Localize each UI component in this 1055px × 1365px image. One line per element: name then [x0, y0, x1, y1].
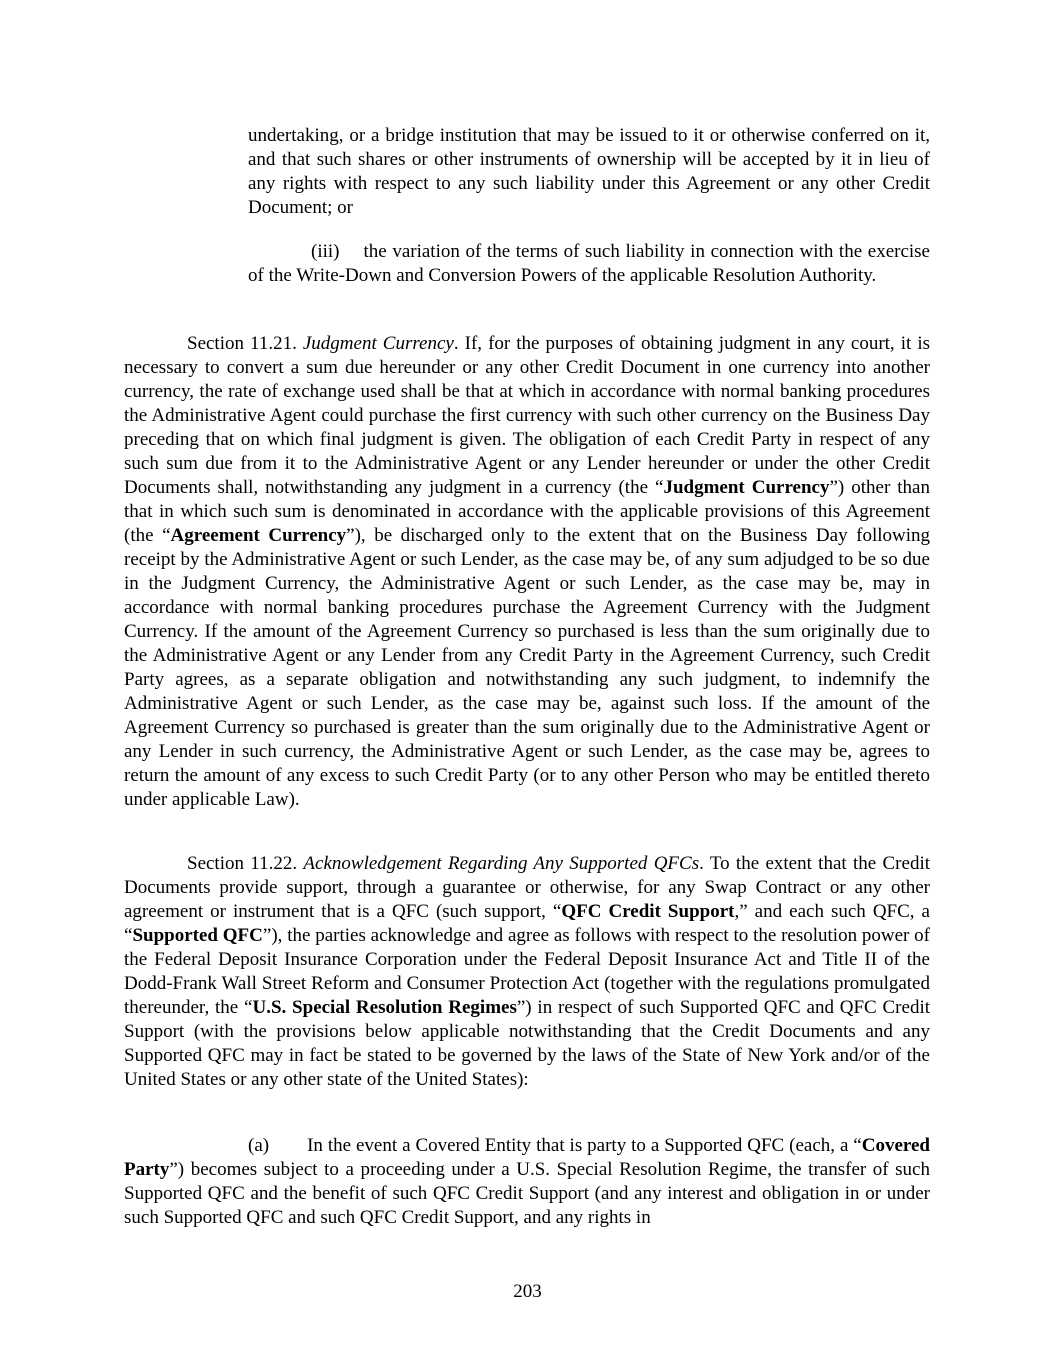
paragraph-clause-a: [124, 1134, 930, 1230]
section-11-22: [124, 852, 930, 1092]
page-number: 203: [513, 1281, 542, 1302]
clause-marker: (a): [248, 1135, 270, 1156]
clause-text: In the event a Covered Entity that is party to a Supported QFC (each, a “: [307, 1135, 862, 1156]
paragraph-continuation: [248, 124, 930, 220]
section-title: Judgment Currency: [302, 333, 454, 354]
section-text: ”), be discharged only to the extent that on the Business Day following receipt by the Administrative Agent or such Lender, as the case may be, of any sum adjudged to be so due in the Judgment Currency, the Administrative Agent or such Lender, as the case may be, may in accordance with normal banking procedures purchase the Agreement Currency with the Judgment Currency. If the amount of the Agreement Currency so purchased is less than the sum originally due to the Administrative Agent or any Lender from any Credit Party in the Agreement Currency, such Credit Party agrees, as a separate obligation and notwithstanding any such judgment, to indemnify the Administrative Agent or such Lender, as the case may be, against such loss. If the amount of the Agreement Currency so purchased is greater than the sum originally due to the Administrative Agent or any Lender in such currency, the Administrative Agent or such Lender, as the case may be, agrees to return the amount of any excess to such Credit Party (or to any other Person who may be entitled thereto under applicable Law).: [124, 525, 930, 810]
section-number: Section 11.22.: [187, 853, 298, 874]
defined-term: Supported QFC: [132, 925, 263, 946]
paragraph-text: undertaking, or a bridge institution that may be issued to it or otherwise conferred on it, and that such shares or other instruments of ownership will be accepted by it in lieu of any rights with respect to any such liability under this Agreement or any other Credit Document; or: [248, 125, 930, 218]
section-text: . If, for the purposes of obtaining judgment in any court, it is necessary to convert a sum due hereunder or any other Credit Document in one currency into another currency, the rate of exchange used shall be that at which in accordance with normal banking procedures the Administrative Agent could purchase the first currency with such other currency on the Business Day preceding that on which final judgment is given. The obligation of each Credit Party in respect of any such sum due from it to the Administrative Agent or any Lender hereunder or under the other Credit Documents shall, notwithstanding any judgment in a currency (the “: [124, 333, 930, 498]
section-text: ”) in respect of such Supported QFC and QFC Credit Support (with the provisions below applicable notwithstanding that the Credit Documents and any Supported QFC may in fact be stated to be governed by the laws of the State of New York and/or of the United States or any other state of the United States):: [124, 997, 931, 1090]
defined-term: Agreement Currency: [170, 525, 347, 546]
section-text: . To the extent that the Credit Documents provide support, through a guarantee or otherwise, for any Swap Contract or any other agreement or instrument that is a QFC (such support, “: [124, 853, 930, 922]
defined-term: QFC Credit Support: [561, 901, 735, 922]
clause-text: the variation of the terms of such liability in connection with the exercise of the Write-Down and Conversion Powers of the applicable Resolution Authority.: [248, 241, 930, 286]
section-text: ”) other than that in which such sum is denominated in accordance with the applicable provisions of this Agreement (the “: [124, 477, 930, 546]
clause-text: ”) becomes subject to a proceeding under a U.S. Special Resolution Regime, the transfer of such Supported QFC and the benefit of such QFC Credit Support (and any interest and obligation in or under such Supported QFC and such QFC Credit Support, and any rights in: [124, 1159, 930, 1228]
defined-term: Covered Party: [124, 1135, 930, 1180]
section-title: Acknowledgement Regarding Any Supported QFCs: [303, 853, 700, 874]
section-text: ”), the parties acknowledge and agree as follows with respect to the resolution power of the Federal Deposit Insurance Corporation under the Federal Deposit Insurance Act and Title II of the Dodd-Frank Wall Street Reform and Consumer Protection Act (together with the regulations promulgated thereunder, the “: [124, 925, 931, 1018]
defined-term: Judgment Currency: [663, 477, 830, 498]
defined-term: U.S. Special Resolution Regimes: [252, 997, 517, 1018]
paragraph-clause-iii: [248, 240, 930, 288]
section-number: Section 11.21.: [187, 333, 297, 354]
clause-marker: (iii): [311, 241, 340, 262]
section-text: ,” and each such QFC, a “: [124, 901, 930, 946]
section-11-21: [124, 332, 930, 812]
